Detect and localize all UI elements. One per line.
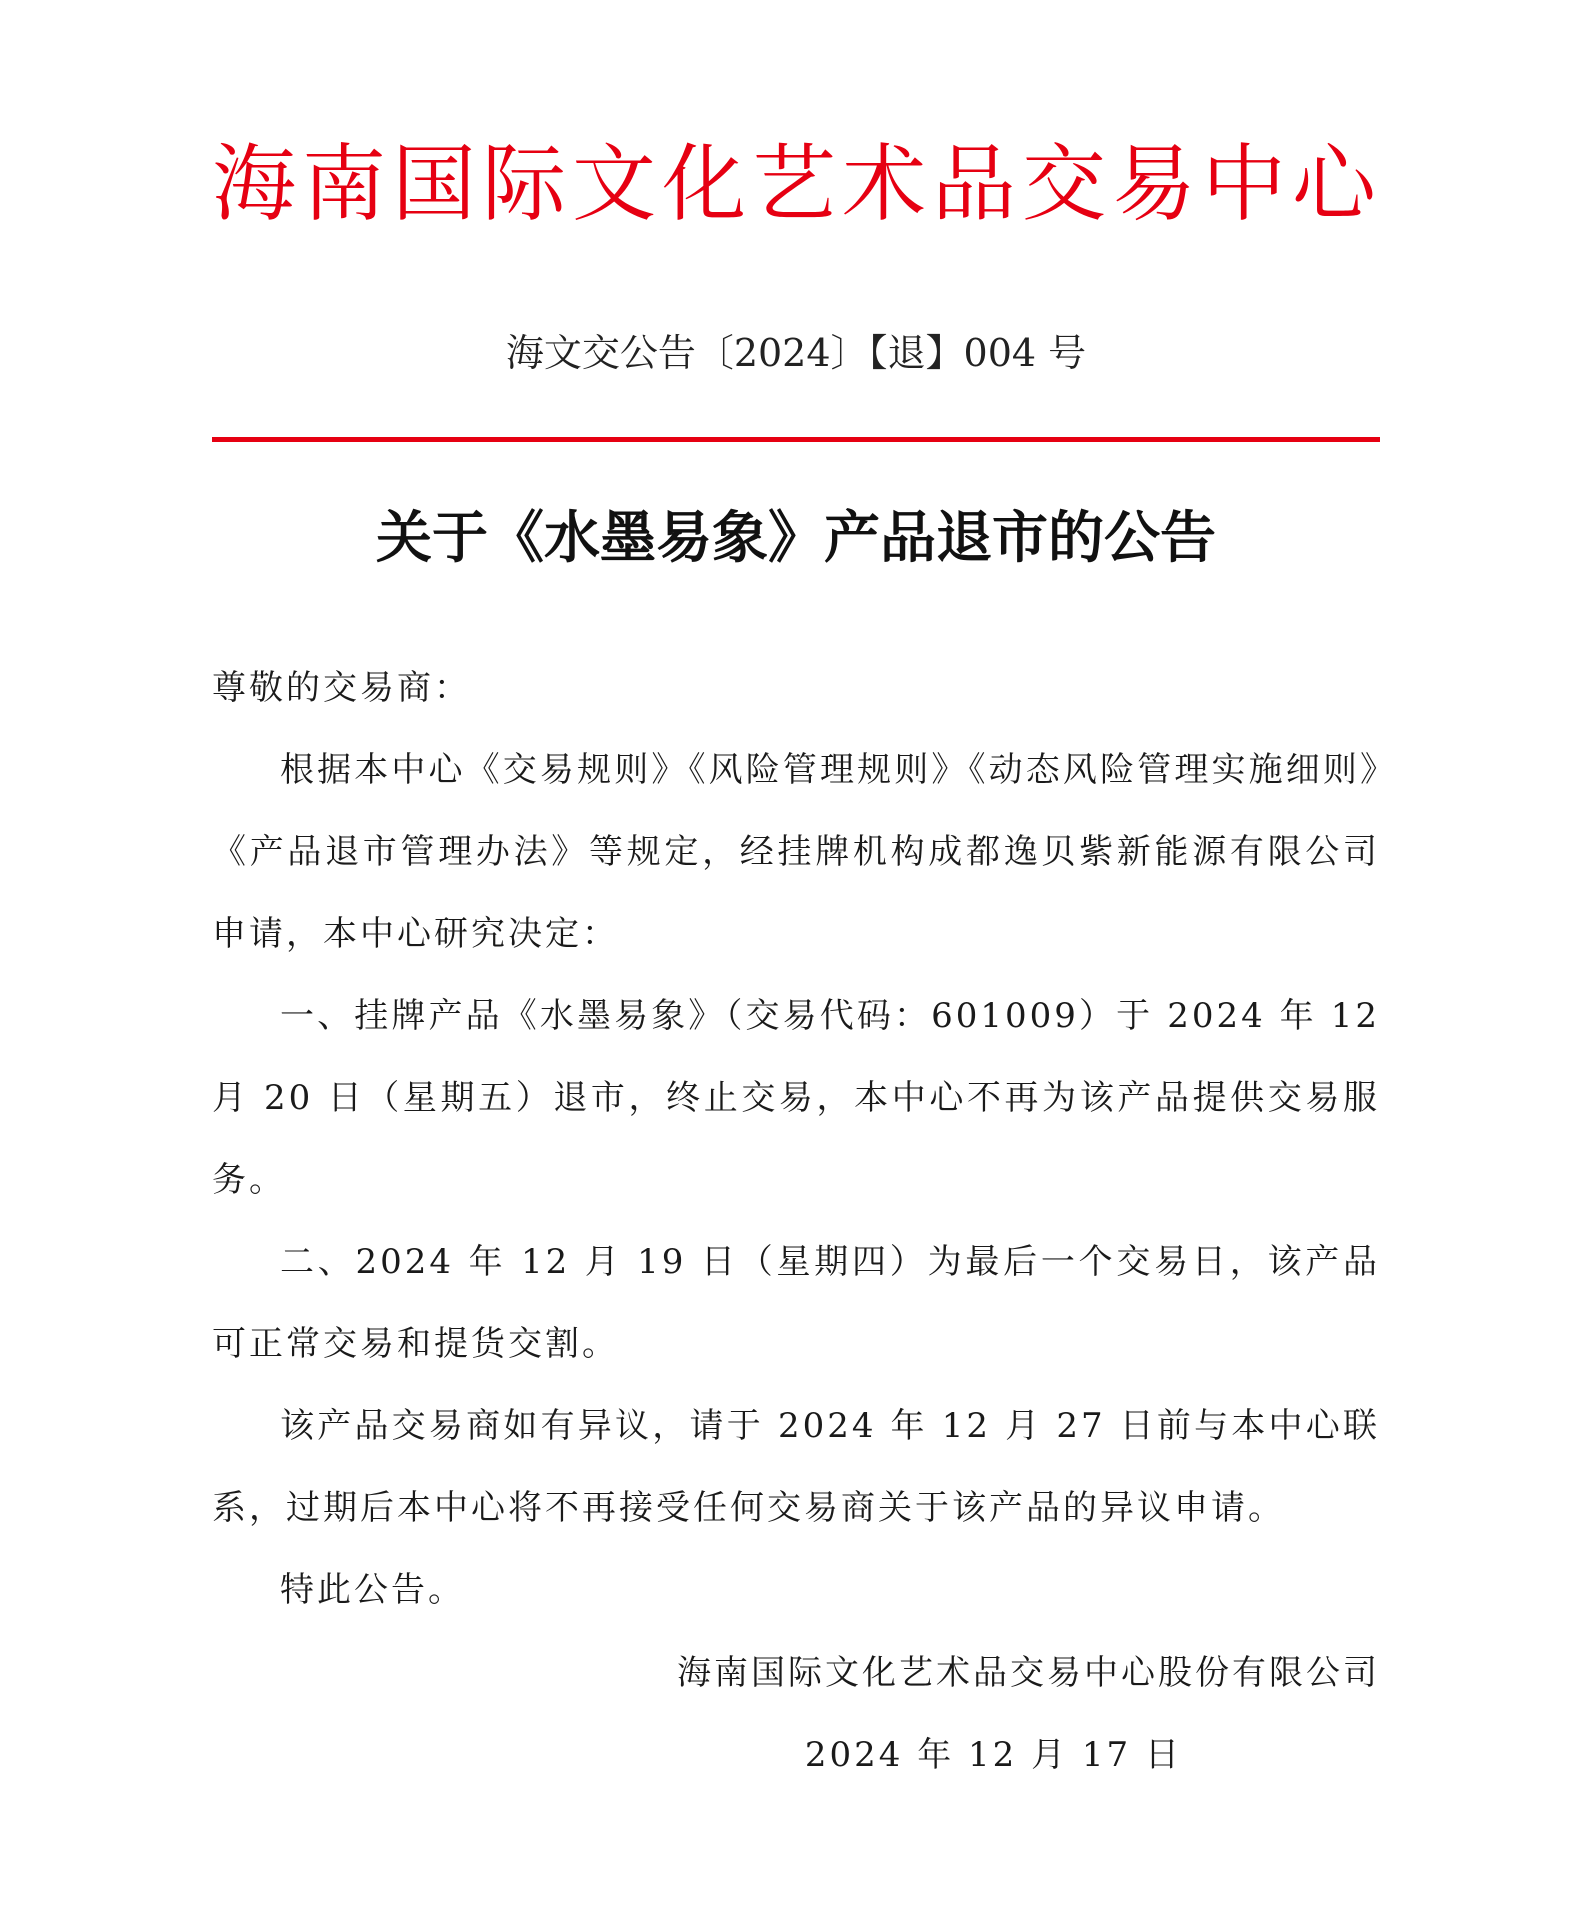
paragraph-item-one: 一、挂牌产品《水墨易象》（交易代码：601009）于 2024 年 12 月 20 日（星期五）退市，终止交易，本中心不再为该产品提供交易服务。 [212, 996, 1380, 1200]
document-number: 海文交公告〔2024〕【退】004 号 [505, 331, 1087, 375]
signature-date: 2024 年 12 月 17 日 [804, 1735, 1182, 1775]
red-divider-line [212, 437, 1380, 442]
notice-body [212, 647, 1380, 1631]
paragraph-objection: 该产品交易商如有异议，请于 2024 年 12 月 27 日前与本中心联系，过期后本中心将不再接受任何交易商关于该产品的异议申请。 [212, 1406, 1380, 1528]
paragraph-item-two: 二、2024 年 12 月 19 日（星期四）为最后一个交易日，该产品可正常交易和提货交割。 [212, 1242, 1380, 1364]
notice-title: 关于《水墨易象》产品退市的公告 [376, 505, 1216, 571]
paragraph-basis: 根据本中心《交易规则》《风险管理规则》《动态风险管理实施细则》《产品退市管理办法》等规定，经挂牌机构成都逸贝紫新能源有限公司申请，本中心研究决定： [212, 750, 1380, 954]
signature-company: 海南国际文化艺术品交易中心股份有限公司 [677, 1653, 1380, 1693]
organization-masthead: 海南国际文化艺术品交易中心 [212, 135, 1380, 233]
paragraph-closing: 特此公告。 [280, 1570, 465, 1610]
salutation: 尊敬的交易商： [212, 668, 471, 708]
